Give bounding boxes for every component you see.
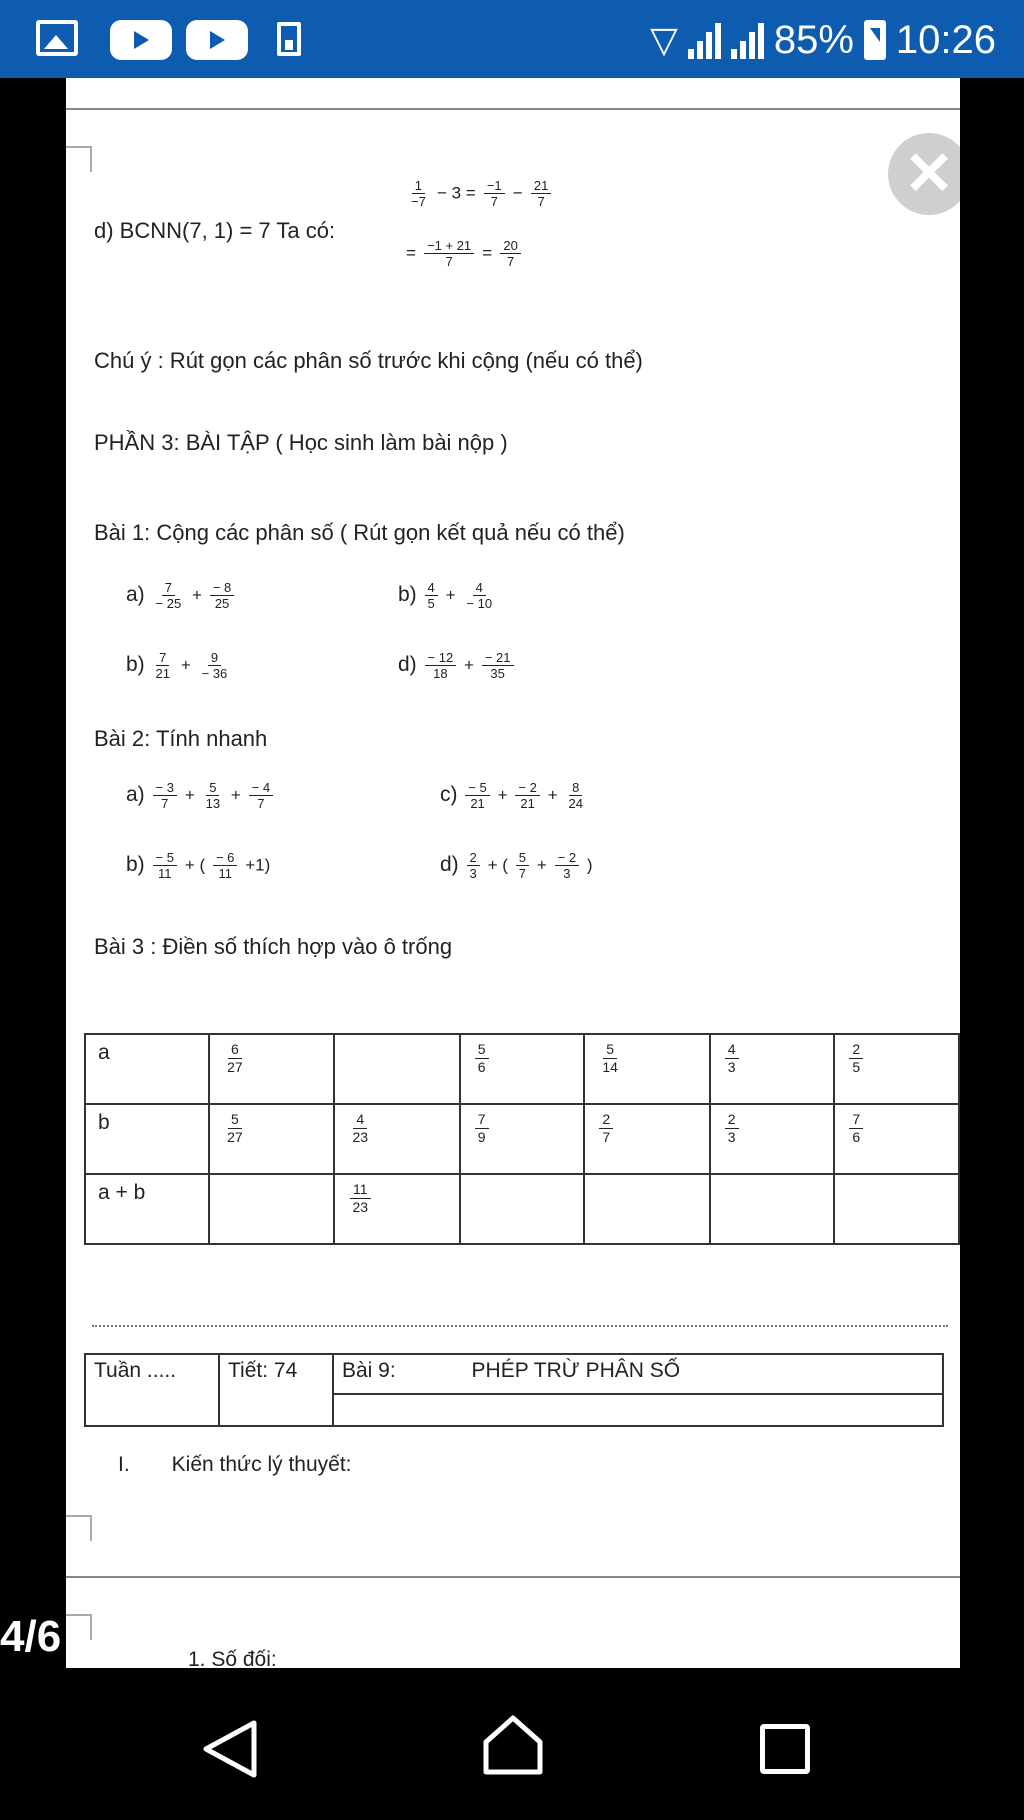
section-break-dotted [92, 1325, 948, 1327]
lesson-header-table [84, 1353, 944, 1427]
table-cell [710, 1104, 835, 1174]
clock: 10:26 [895, 17, 996, 62]
youtube-icon [110, 20, 172, 60]
paragraph-corner-mark-3 [66, 1614, 92, 1640]
fraction: $\frac{7}{9}$ [475, 1111, 489, 1146]
fraction: $\frac{1}{-7}$ [411, 178, 426, 209]
note-text: Chú ý : Rút gọn các phân số trước khi cộng (nếu có thể) [94, 348, 643, 373]
wifi-icon: ▽ [650, 19, 678, 60]
battery-percent: 85% [773, 17, 854, 62]
bai3-title: Bài 3 : Điền số thích hợp vào ô trống [94, 934, 453, 959]
page-divider-top [66, 108, 960, 110]
signal-icon [688, 21, 721, 59]
lesson-week: Tuần ..... [85, 1354, 219, 1426]
lesson-title: PHÉP TRỪ PHÂN SỐ [471, 1359, 681, 1382]
lesson-empty-cell [333, 1394, 943, 1426]
table-cell [209, 1104, 334, 1174]
table-row-head: a + b [85, 1174, 209, 1244]
paragraph-corner-mark-2 [66, 1515, 92, 1541]
fraction: $\frac{7}{6}$ [849, 1111, 863, 1146]
table-row [85, 1174, 959, 1244]
table-cell [834, 1034, 959, 1104]
home-icon[interactable] [480, 1712, 546, 1778]
fraction: $\frac{4}{3}$ [725, 1041, 739, 1076]
signal-x-icon [731, 21, 764, 59]
fraction: $\frac{11}{23}$ [349, 1181, 371, 1216]
table-row-head: b [85, 1104, 209, 1174]
recents-icon[interactable] [760, 1724, 810, 1774]
bai1-d: d) $\frac{- 12}{18}$ + $\frac{- 21}{35}$ [398, 650, 516, 681]
fraction: $\frac{2}{5}$ [849, 1041, 863, 1076]
table-row [85, 1034, 959, 1104]
table-cell [209, 1034, 334, 1104]
bai2-a: a) $\frac{- 3}{7}$ + $\frac{5}{13}$ + $\frac{- 4}{7}$ [126, 780, 275, 811]
fraction: $\frac{2}{3}$ [725, 1111, 739, 1146]
sim-card-icon [277, 22, 301, 56]
fraction: $\frac{21}{7}$ [531, 178, 551, 209]
bai1-title: Bài 1: Cộng các phân số ( Rút gọn kết quả nếu có thể) [94, 520, 625, 545]
status-bar [0, 0, 1024, 78]
bai2-b: b) $\frac{- 5}{11}$ + ( $\frac{- 6}{11}$ +1) [126, 850, 271, 881]
fraction: $\frac{-1 + 21}{7}$ [424, 238, 474, 269]
table-cell [584, 1034, 709, 1104]
fraction: $\frac{4}{23}$ [352, 1111, 369, 1145]
fraction: $\frac{6}{27}$ [227, 1041, 243, 1075]
bai2-d: d) $\frac{2}{3}$ + ( $\frac{5}{7}$ + $\frac{- 2}{3}$ ) [440, 850, 593, 881]
bai1-b1: b) $\frac{4}{5}$ + $\frac{4}{- 10}$ [398, 580, 493, 611]
lesson-title-cell [333, 1354, 943, 1394]
lesson-number: Bài 9: [342, 1359, 396, 1382]
table-cell [834, 1174, 959, 1244]
table-cell [710, 1034, 835, 1104]
bai1-b2: b) $\frac{7}{21}$ + $\frac{9}{- 36}$ [126, 650, 228, 681]
gallery-icon [36, 20, 78, 56]
table-cell [584, 1174, 709, 1244]
table-cell [460, 1104, 585, 1174]
subsection-so-doi: 1. Số đối: [188, 1648, 277, 1668]
table-cell [334, 1174, 459, 1244]
bai2-c: c) $\frac{- 5}{21}$ + $\frac{- 2}{21}$ + $\frac{8}{24}$ [440, 780, 583, 811]
back-icon[interactable] [200, 1718, 260, 1780]
section1-heading: I. Kiến thức lý thuyết: [118, 1453, 352, 1476]
page-indicator: 4/6 [0, 1612, 62, 1661]
table-cell [460, 1174, 585, 1244]
fraction: $\frac{2}{7}$ [599, 1111, 613, 1146]
bai1-a: a) $\frac{7}{- 25}$ + $\frac{- 8}{25}$ [126, 580, 236, 611]
table-cell [334, 1104, 459, 1174]
paragraph-corner-mark [66, 146, 92, 172]
part3-heading: PHẦN 3: BÀI TẬP ( Học sinh làm bài nộp ) [94, 430, 508, 455]
fraction: $\frac{-1}{7}$ [484, 178, 505, 209]
fraction: $\frac{20}{7}$ [500, 238, 520, 269]
fraction: $\frac{5}{6}$ [475, 1041, 489, 1076]
close-button[interactable] [888, 133, 960, 215]
table-cell [584, 1104, 709, 1174]
youtube-icon-2 [186, 20, 248, 60]
page-divider-bottom [66, 1576, 960, 1578]
table-cell [834, 1104, 959, 1174]
close-icon: ✕ [903, 140, 955, 207]
example-d-label: d) BCNN(7, 1) = 7 Ta có: [94, 218, 336, 243]
fraction: $\frac{5}{14}$ [602, 1041, 618, 1075]
example-d-line1: $\frac{1}{-7}$ − 3 = $\frac{-1}{7}$ − $\frac{21}{7}$ [406, 178, 553, 209]
document-page[interactable] [66, 78, 960, 1668]
bai2-title: Bài 2: Tính nhanh [94, 726, 268, 751]
fraction: $\frac{5}{27}$ [227, 1111, 243, 1145]
fill-in-table [84, 1033, 960, 1245]
example-d-line2: = $\frac{-1 + 21}{7}$ = $\frac{20}{7}$ [406, 238, 523, 269]
table-cell [209, 1174, 334, 1244]
table-cell [334, 1034, 459, 1104]
navigation-bar [0, 1668, 1024, 1820]
table-row-head: a [85, 1034, 209, 1104]
table-cell [710, 1174, 835, 1244]
table-row [85, 1104, 959, 1174]
lesson-period: Tiết: 74 [219, 1354, 333, 1426]
table-cell [460, 1034, 585, 1104]
battery-charging-icon [864, 20, 886, 60]
